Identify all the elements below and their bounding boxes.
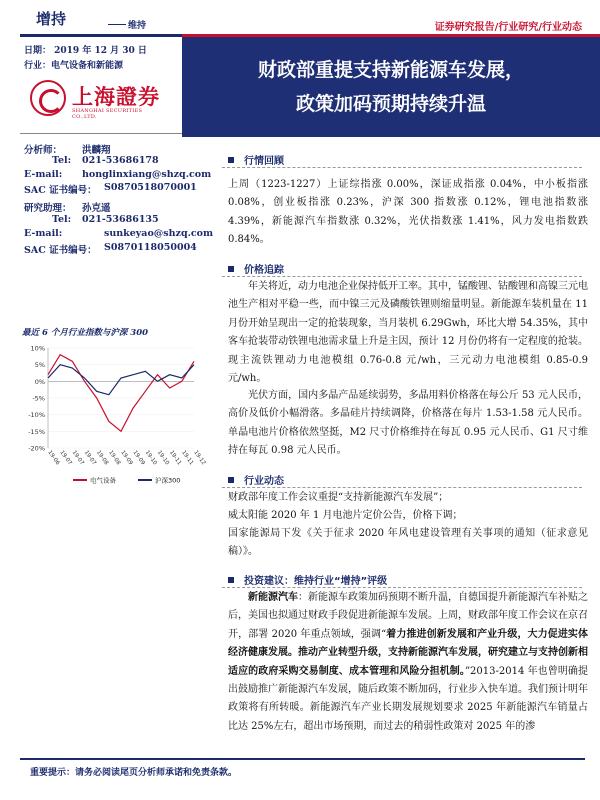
x-tick-label: 19-07 <box>82 449 97 467</box>
x-tick-label: 19-06 <box>46 449 61 467</box>
x-tick-label: 19-08 <box>107 449 122 467</box>
x-tick-label: 19-09 <box>131 449 146 467</box>
section-heading-price-tracking: 价格追踪 <box>228 261 284 276</box>
analyst-label: 分析师： <box>24 145 63 156</box>
footer-disclaimer: 重要提示：请务必阅读尾页分析师承诺和免责条款。 <box>30 768 238 778</box>
tel-label-2: Tel: <box>52 214 72 225</box>
section-divider <box>222 276 582 277</box>
advice-text-1: ：新能源车政策加码预期不断升温，自德国提升新能源汽车补贴之后，美国也拟通过财政手段促进新能源车发展。上周，财政部年度工作会议在京召开，部署 2020 年重点领域，强调“ <box>228 592 588 640</box>
assistant-name: 孙克遥 <box>82 203 111 214</box>
y-tick-label: -5% <box>32 394 45 403</box>
news-item-3: 国家能源局下发《关于征求 2020 年风电建设管理有关事项的通知（征求意见稿）》。 <box>228 528 588 558</box>
market-review-text: 上周（1223-1227）上证综指涨 0.00%，深证成指涨 0.04%，中小板指涨 0.08%，创业板指涨 0.23%，沪深 300 指数涨 0.12%，锂电池指数涨 4.39%，新能源汽车指数涨 0.32%，光伏指数涨 1.41%，风力发电指数跌 0.84%。 <box>228 179 588 246</box>
sac-label-2: SAC 证书编号： <box>24 245 97 256</box>
rating-brand: 增持 <box>36 10 67 28</box>
analyst-email: honglinxiang@shzq.com <box>82 169 212 180</box>
legend-label: 电气设备 <box>90 476 116 485</box>
footer-rule <box>20 758 585 760</box>
x-tick-label: 19-11 <box>168 449 183 467</box>
report-title-block <box>182 37 600 137</box>
report-date: 日期： 2019 年 12 月 30 日 <box>24 46 147 56</box>
advice-text-2: ”2013-2014 年也曾明确提出鼓励推广新能源汽车发展，随后政策不断加码，行业步入快车道。我们预计明年政策将有所转暖。新能源汽车产业长期发展规划要求 2025 年新能源汽车销量占比达 25%左右，超出市场预期，而过去的稍弱性政策对 2025 年的渗 <box>228 665 588 732</box>
email-label: E-mail: <box>24 169 63 180</box>
series-line <box>48 365 194 395</box>
assistant-label: 研究助理： <box>24 203 72 214</box>
advice-nev-label: 新能源汽车 <box>248 592 298 603</box>
y-tick-label: 10% <box>30 344 45 353</box>
y-tick-label: -10% <box>28 411 45 420</box>
report-title-line-1: 财政部重提支持新能源车发展， <box>257 59 524 81</box>
analyst-tel: 021-53686178 <box>82 155 159 166</box>
section-heading-industry-news: 行业动态 <box>228 472 284 487</box>
rating-maintain: 维持 <box>128 18 146 31</box>
logo-english: SHANGHAI SECURITIES CO.,LTD. <box>72 108 143 120</box>
x-tick-label: 19-10 <box>143 449 158 467</box>
logo-mark-icon <box>30 80 66 116</box>
news-item-1: 财政部年度工作会议重提“支持新能源汽车发展”； <box>228 492 449 503</box>
section-divider <box>222 587 582 588</box>
y-tick-label: 0% <box>34 377 45 386</box>
assistant-email: sunkeyao@shzq.com <box>104 228 214 239</box>
legend-label: 沪深300 <box>155 476 181 485</box>
x-tick-label: 19-11 <box>180 449 195 467</box>
y-tick-label: 5% <box>34 361 45 370</box>
assistant-sac: S0870118050004 <box>104 242 197 253</box>
news-item-2: 威太阳能 2020 年 1 月电池片定价公告，价格下调； <box>228 510 463 521</box>
report-industry: 行业：电气设备和新能源 <box>24 61 124 71</box>
price-tracking-battery-text: 年关将近，动力电池企业保持低开工率。其中，锰酸锂、钴酸锂和高镍三元电池生产相对平稳一些，而中镍三元及磷酸铁锂则缩量明显。新能源车装机量在 11 月份开始呈现出一定的抢装现象，当月装机 6.29Gwh，环比大增 54.35%，其中客车抢装带动铁锂电池需求量上升是主因，预计 12 月份仍将有一定程度的抢装。现主流铁锂动力电池模组 0.76-0.8 元/wh，三元动力电池模组 0.85-0.9 元/wh。 <box>228 281 588 385</box>
section-heading-investment-advice: 投资建议：维持行业“增持”评级 <box>228 572 387 587</box>
section-divider <box>222 487 582 488</box>
y-tick-label: -15% <box>28 427 45 436</box>
x-tick-label: 19-09 <box>119 449 134 467</box>
tel-label: Tel: <box>52 155 72 166</box>
industry-index-chart <box>18 340 207 488</box>
header-rule-navy <box>20 34 182 37</box>
company-logo <box>30 80 160 120</box>
x-tick-label: 19-07 <box>70 449 85 467</box>
x-tick-label: 19-07 <box>58 449 73 467</box>
section-heading-market-review: 行情回顾 <box>228 152 284 167</box>
sac-label: SAC 证书编号： <box>24 185 97 196</box>
report-title-line-2: 政策加码预期持续升温 <box>295 93 486 115</box>
investment-advice-text <box>228 589 588 736</box>
x-tick-label: 19-10 <box>155 449 170 467</box>
chart-title: 最近 6 个月行业指数与沪深 300 <box>22 328 149 338</box>
advice-quote-bold: 着力推进创新发展和产业升级，大力促进实体经济健康发展。推动产业转型升级，支持新能源汽车发展，研究建立与支持创新相适应的政府采购交易制度、成本管理和风险分担机制。 <box>228 628 588 677</box>
analyst-panel <box>24 142 214 322</box>
section-divider <box>222 167 582 168</box>
y-tick-label: -20% <box>28 444 45 453</box>
left-rule <box>20 133 182 134</box>
analyst-name: 洪麟翔 <box>82 145 111 156</box>
analyst-sac: S0870518070001 <box>104 182 197 193</box>
x-tick-label: 19-12 <box>192 449 207 467</box>
x-tick-label: 19-08 <box>95 449 110 467</box>
price-tracking-pv-text: 光伏方面，国内多晶产品延续弱势，多晶用料价格落在每公斤 53 元人民币，高价及低价小幅滑落。多晶硅片持续调降，价格落在每片 1.53-1.58 元人民币。单晶电池片价格依然坚挺，M2 尺寸价格维持在每瓦 0.95 元人民币、G1 尺寸维持在每瓦 0.98 元人民币。 <box>228 390 588 457</box>
email-label-2: E-mail: <box>24 228 63 239</box>
logo-name: 上海證券 <box>72 84 160 109</box>
report-tags: 证券研究报告/行业研究/行业动态 <box>434 22 582 33</box>
series-line <box>48 355 194 432</box>
assistant-tel: 021-53686135 <box>82 214 159 225</box>
